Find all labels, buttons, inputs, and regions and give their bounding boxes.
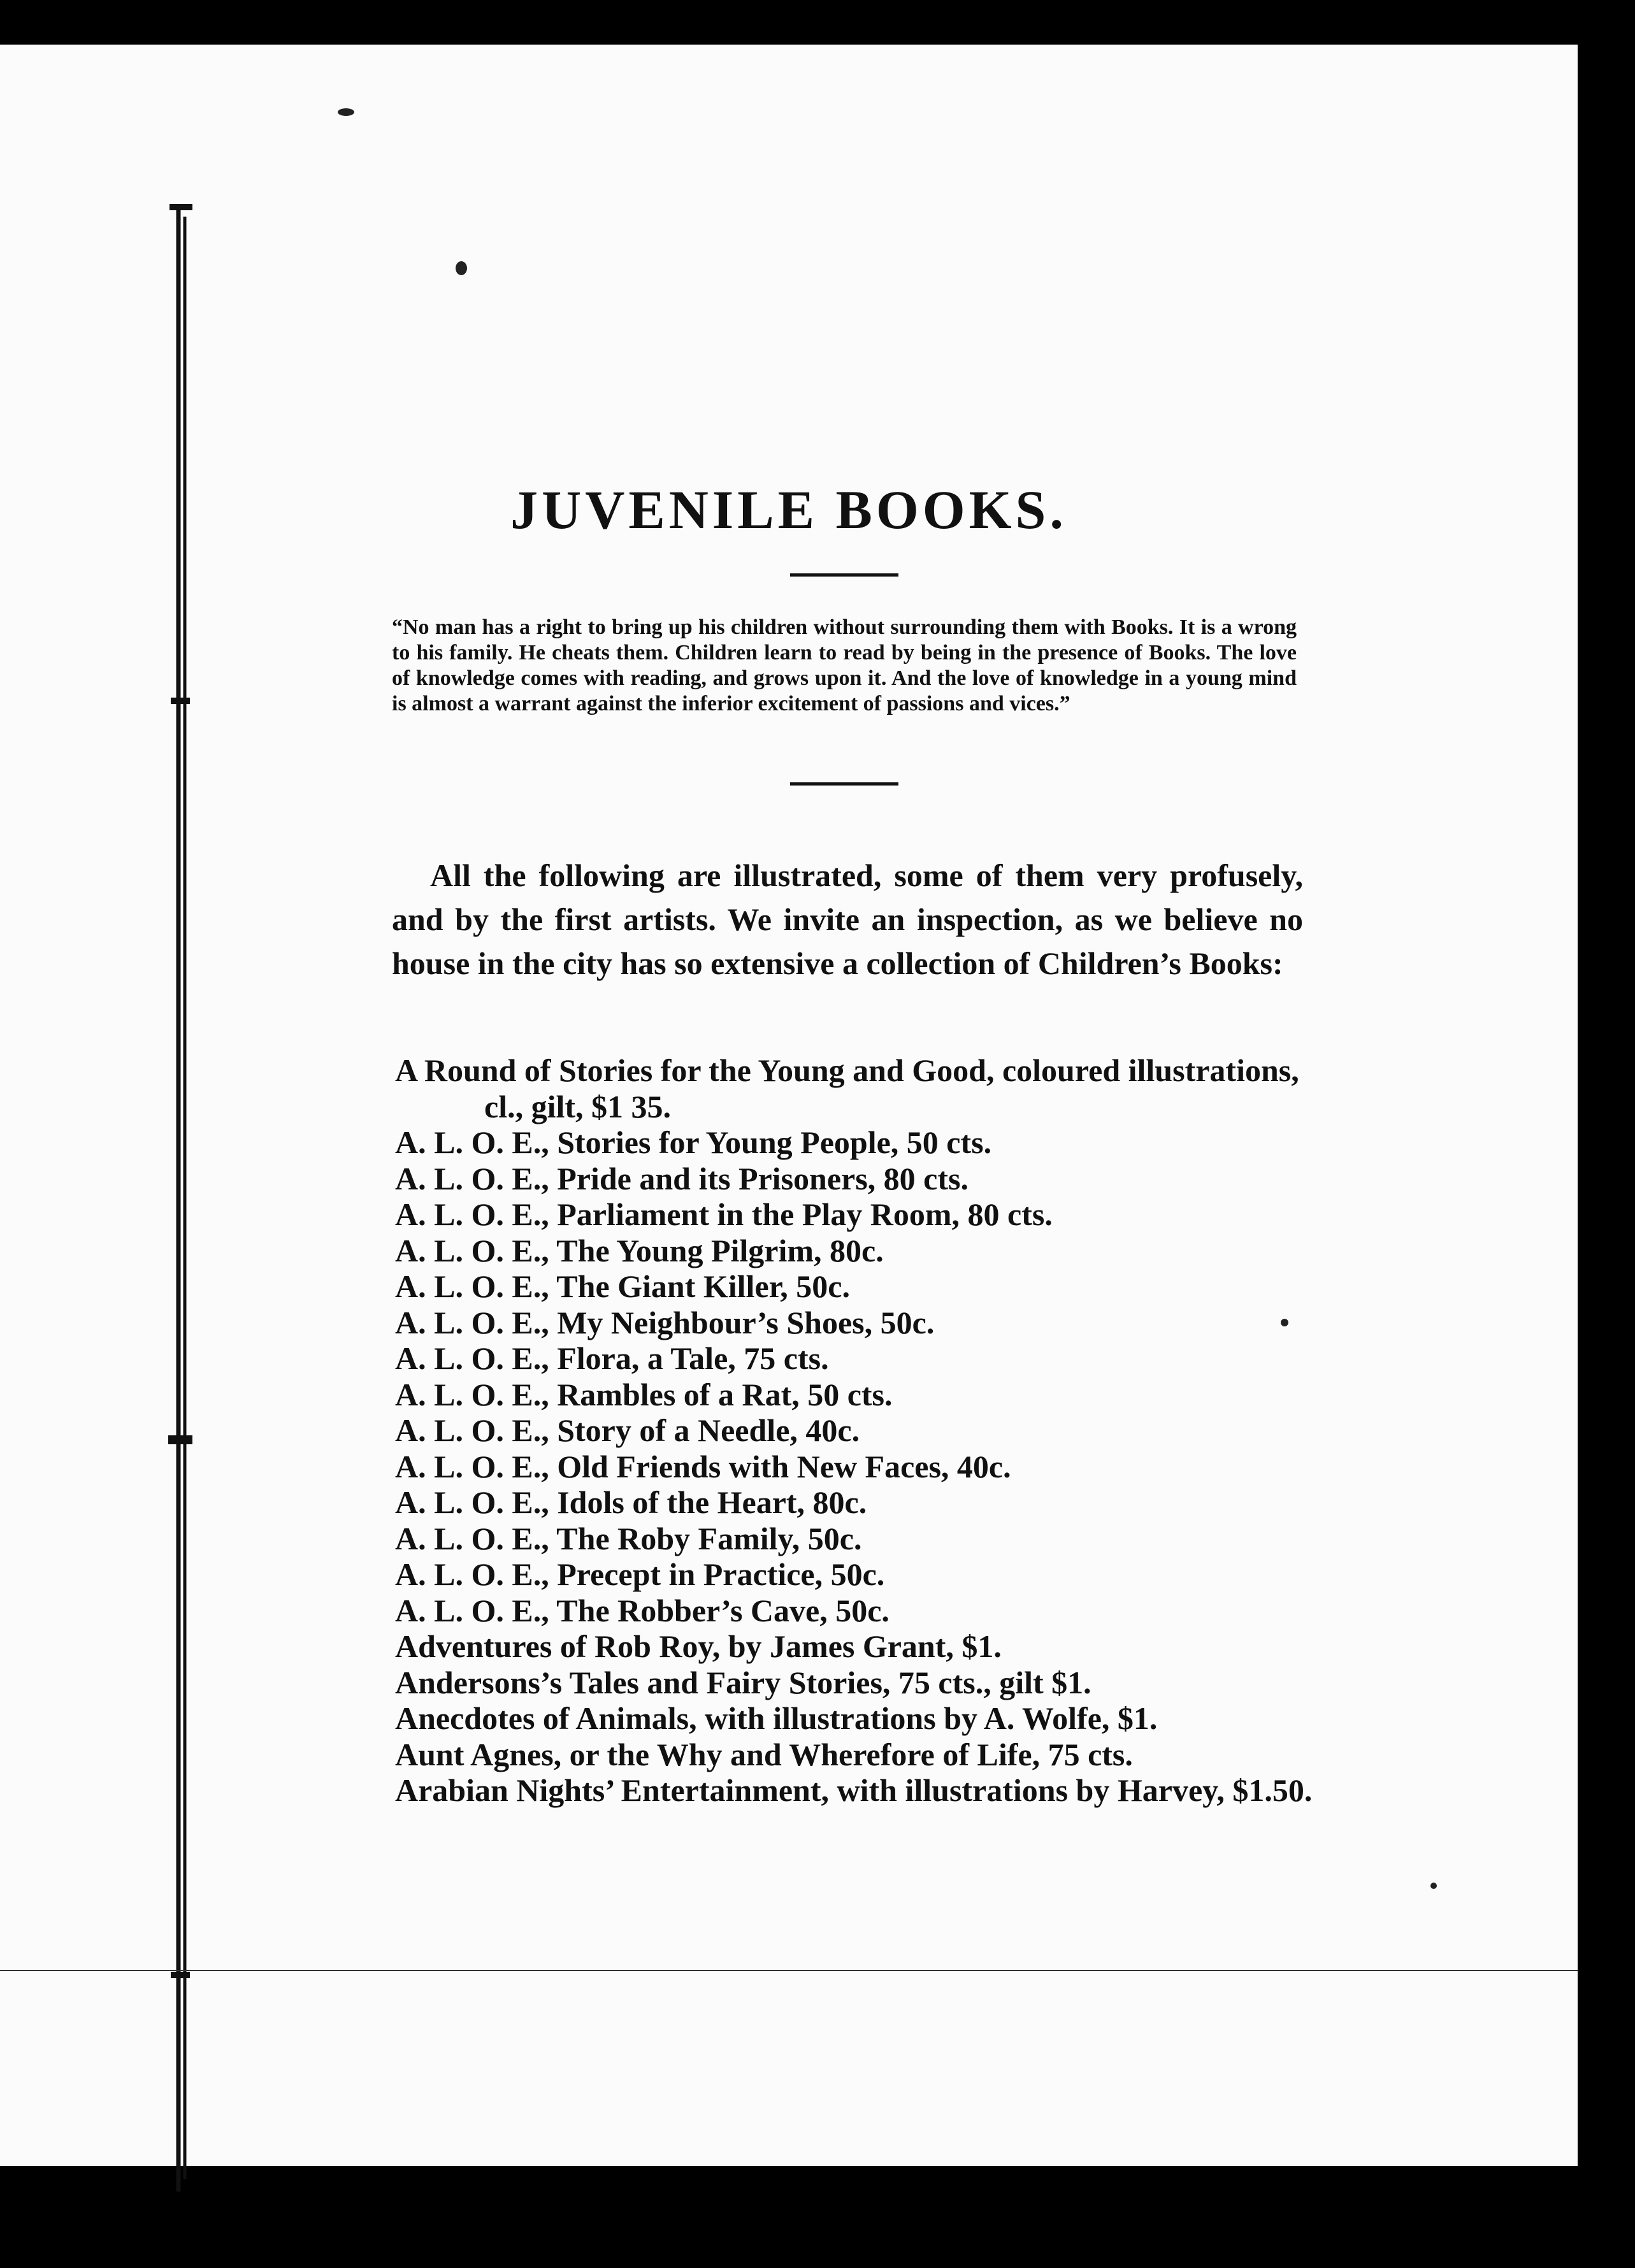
ink-speck [1430,1883,1437,1889]
list-item: A. L. O. E., The Roby Family, 50c. [395,1520,862,1556]
scanned-page [0,45,1578,2166]
list-item: A. L. O. E., Precept in Practice, 50c. [395,1556,885,1592]
list-item: Adventures of Rob Roy, by James Grant, $1. [395,1628,1002,1664]
list-item: Anecdotes of Animals, with illustrations by A. Wolfe, $1. [395,1700,1158,1736]
page-title: JUVENILE BOOKS. [510,479,1067,540]
list-item: A. L. O. E., Stories for Young People, 50 cts. [395,1124,992,1160]
book-list [395,1052,1313,1809]
list-item: Arabian Nights’ Entertainment, with illustrations by Harvey, $1.50. [395,1772,1313,1808]
title-rule [790,573,898,577]
list-item: A. L. O. E., Story of a Needle, 40c. [395,1412,860,1448]
scan-line [0,1970,1578,1971]
list-item: Aunt Agnes, or the Why and Wherefore of Life, 75 cts. [395,1736,1133,1772]
list-item: A. L. O. E., The Robber’s Cave, 50c. [395,1592,890,1628]
list-item: A. L. O. E., Old Friends with New Faces, 40c. [395,1448,1011,1484]
list-item: A. L. O. E., Flora, a Tale, 75 cts. [395,1340,829,1376]
list-item: A. L. O. E., Idols of the Heart, 80c. [395,1484,867,1520]
list-item: A. L. O. E., Rambles of a Rat, 50 cts. [395,1376,893,1412]
epigraph-rule [790,782,898,786]
list-item: A Round of Stories for the Young and Good, coloured illustrations, cl., gilt, $1 35. [395,1052,1299,1124]
list-item: A. L. O. E., The Young Pilgrim, 80c. [395,1232,884,1268]
ink-speck [456,261,467,275]
intro-paragraph: All the following are illustrated, some of them very profusely, and by the first artists. We invite an inspection, as we believe no house in the city has so extensive a collection of Children’s Books: [392,858,1303,981]
list-item: A. L. O. E., Parliament in the Play Room, 80 cts. [395,1196,1053,1232]
list-item: A. L. O. E., Pride and its Prisoners, 80 cts. [395,1160,969,1196]
epigraph: “No man has a right to bring up his children without surrounding them with Books. It is a wrong to his family. He cheats them. Children learn to read by being in the presence of Books. The love of knowledge comes with reading, and grows upon it. And the love of knowledge in a young mind is almost a warrant against the inferior excitement of passions and vices.” [392,615,1297,715]
ink-speck [1281,1319,1288,1326]
ink-speck [338,108,354,116]
list-item: A. L. O. E., My Neighbour’s Shoes, 50c. [395,1304,935,1340]
list-item: A. L. O. E., The Giant Killer, 50c. [395,1268,850,1304]
list-item: Andersons’s Tales and Fairy Stories, 75 cts., gilt $1. [395,1664,1091,1700]
